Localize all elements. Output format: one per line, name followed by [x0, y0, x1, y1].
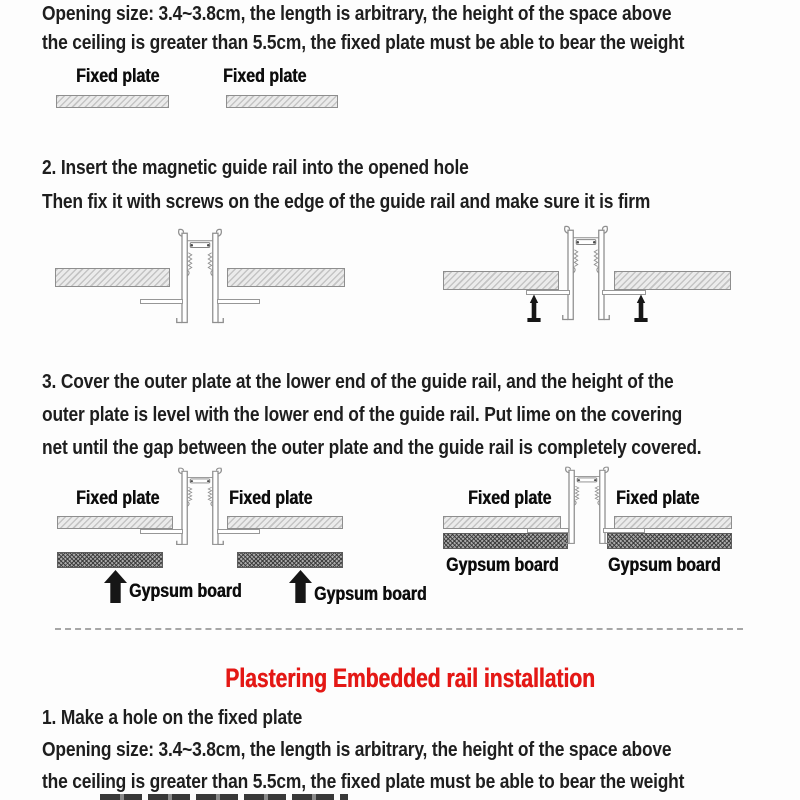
intro-line-1: Opening size: 3.4~3.8cm, the length is arbitrary, the height of the space above: [42, 3, 672, 25]
up-arrow-icon: [104, 570, 127, 603]
step2-subheading: Then fix it with screws on the edge of the guide rail and make sure it is firm: [42, 191, 651, 213]
ceiling-plate-graphic: [227, 268, 345, 287]
ceiling-plate-graphic: [443, 271, 559, 290]
dashed-divider: [55, 628, 743, 630]
fixed-plate-label: Fixed plate: [616, 488, 700, 509]
rail-flange: [217, 299, 260, 304]
rail-flange: [140, 299, 183, 304]
gypsum-board-graphic: [237, 552, 343, 568]
magnetic-rail-cross-section: [176, 228, 224, 333]
gypsum-board-label: Gypsum board: [314, 584, 427, 605]
up-arrow-icon: [289, 570, 312, 603]
fixed-plate-label: Fixed plate: [76, 66, 160, 87]
intro-line-2: the ceiling is greater than 5.5cm, the fixed plate must be able to bear the weight: [42, 32, 685, 54]
step3-line-2: outer plate is level with the lower end of the guide rail. Put lime on the covering: [42, 404, 683, 426]
rail-flange: [217, 529, 260, 534]
screw-icon: [525, 294, 543, 324]
gypsum-board-label: Gypsum board: [129, 581, 242, 602]
fixed-plate-graphic: [226, 95, 338, 108]
gypsum-board-graphic: [443, 533, 568, 549]
fixed-plate-graphic: [56, 95, 169, 108]
ceiling-plate-graphic: [57, 516, 173, 529]
plaster-line-1: Opening size: 3.4~3.8cm, the length is arbitrary, the height of the space above: [42, 739, 672, 761]
plaster-line-2: the ceiling is greater than 5.5cm, the fixed plate must be able to bear the weight: [42, 771, 685, 793]
gypsum-board-label: Gypsum board: [608, 555, 721, 576]
rail-flange: [527, 528, 569, 533]
screw-icon: [632, 294, 650, 324]
rail-flange: [603, 528, 645, 533]
ceiling-plate-graphic: [55, 268, 170, 287]
fixed-plate-label: Fixed plate: [468, 488, 552, 509]
plaster-step1: 1. Make a hole on the fixed plate: [42, 707, 303, 729]
gypsum-board-graphic: [57, 552, 163, 568]
step3-line-1: 3. Cover the outer plate at the lower end of the guide rail, and the height of the: [42, 371, 674, 393]
step3-line-3: net until the gap between the outer plate and the guide rail is completely covered.: [42, 437, 702, 459]
step2-heading: 2. Insert the magnetic guide rail into the opened hole: [42, 157, 469, 179]
magnetic-rail-cross-section: [562, 225, 610, 330]
ceiling-plate-graphic: [227, 516, 343, 529]
magnetic-rail-cross-section: [563, 466, 611, 552]
magnetic-rail-cross-section: [176, 467, 224, 553]
fixed-plate-label: Fixed plate: [229, 488, 313, 509]
fixed-plate-label: Fixed plate: [223, 66, 307, 87]
cropped-content-edge: [100, 794, 348, 800]
gypsum-board-graphic: [607, 533, 732, 549]
fixed-plate-label: Fixed plate: [76, 488, 160, 509]
rail-flange: [140, 529, 183, 534]
ceiling-plate-graphic: [614, 271, 731, 290]
gypsum-board-label: Gypsum board: [446, 555, 559, 576]
plaster-section-title: Plastering Embedded rail installation: [225, 663, 595, 693]
